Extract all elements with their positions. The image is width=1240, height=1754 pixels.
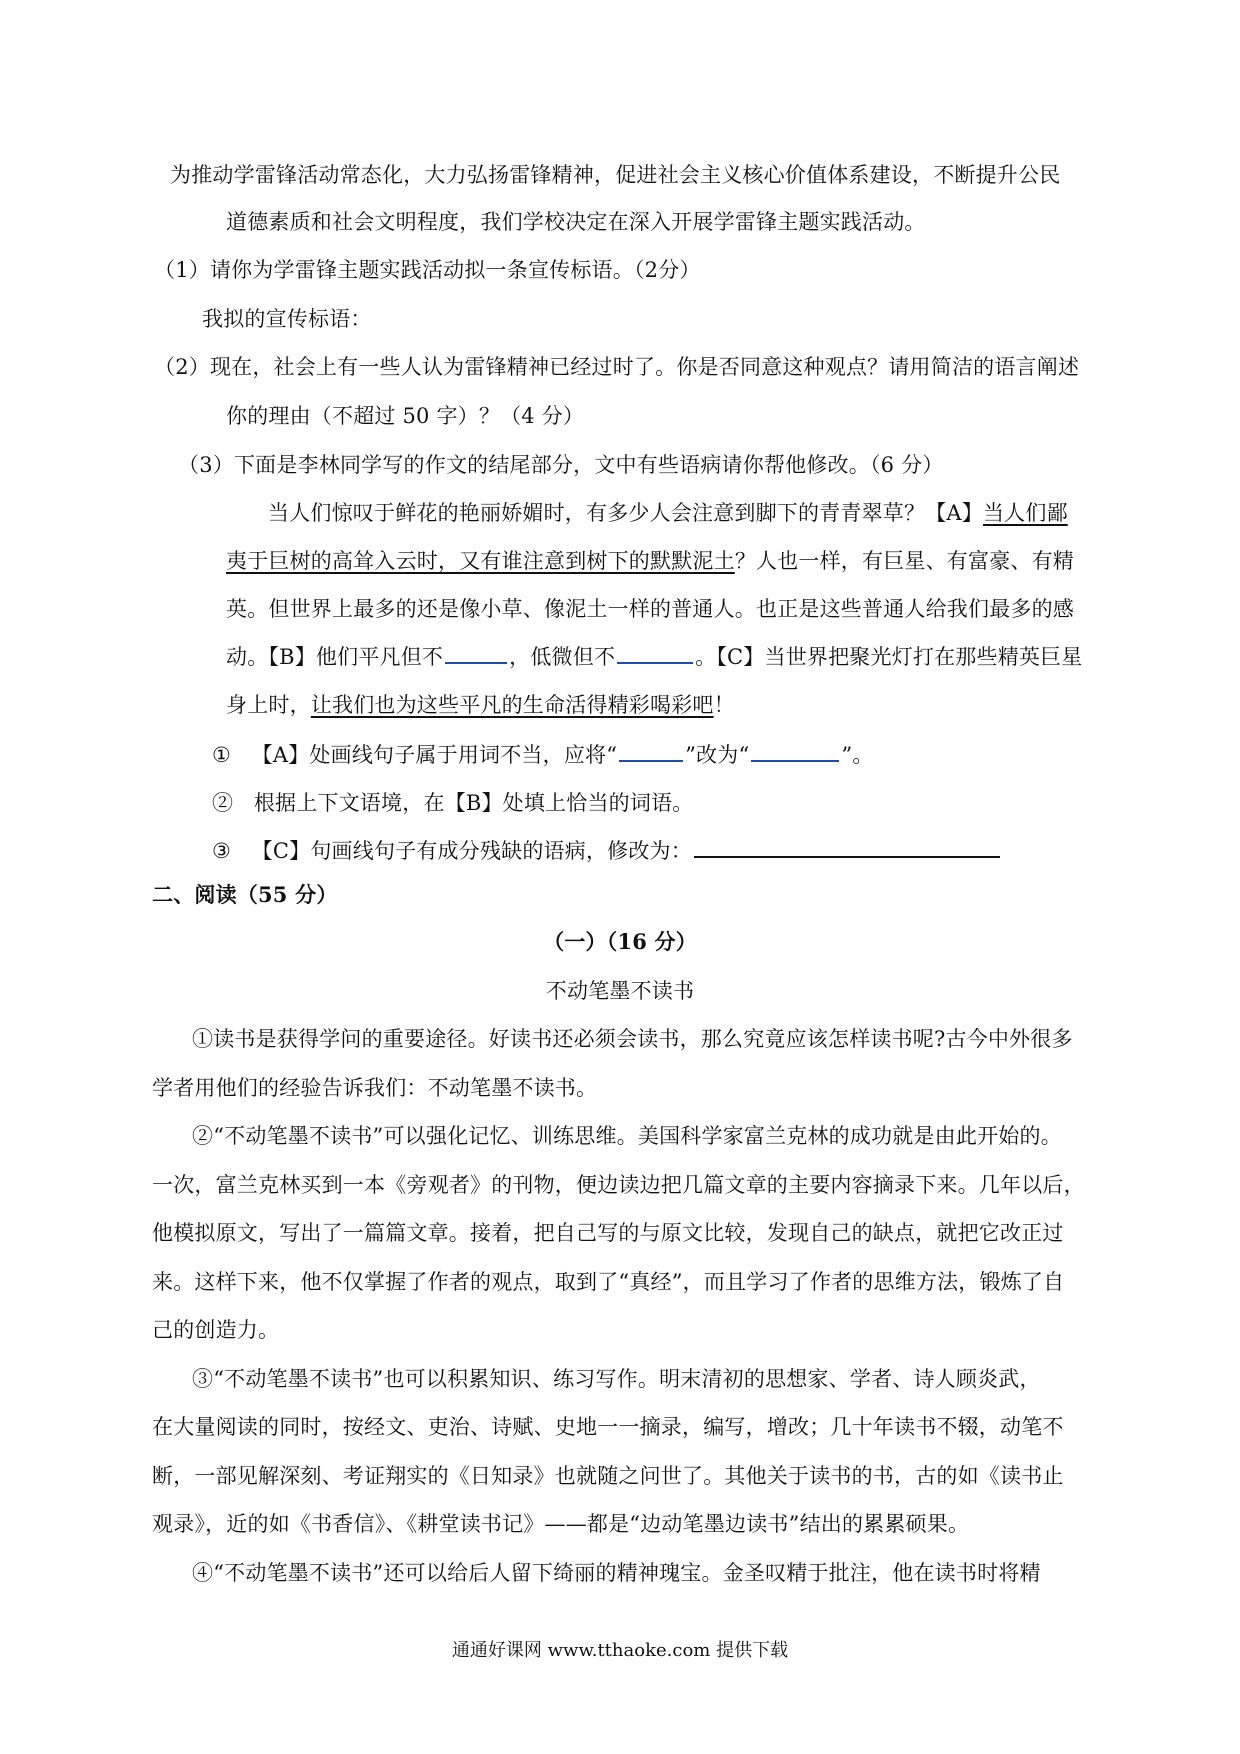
sub-question-text: 【A】处画线句子属于用词不当，应将“	[251, 743, 618, 767]
blank-c-correction[interactable]	[694, 838, 1000, 858]
sub-question-number: ③	[212, 839, 232, 863]
underlined-sentence-c: 让我们也为这些平凡的生命活得精彩喝彩吧	[310, 693, 714, 717]
passage-line-4	[226, 642, 1083, 672]
page-footer: 通通好课网 www.tthaoke.com 提供下载	[451, 1640, 789, 1661]
passage-text: ？人也一样，有巨星、有富豪、有精	[734, 549, 1075, 573]
sub-question-text: 【C】句画线句子有成分残缺的语病，修改为：	[251, 839, 692, 863]
section-heading: 二、阅读（55 分）	[152, 882, 338, 907]
paragraph-3-line-1: ③“不动笔墨不读书”也可以积累知识、练习写作。明末清初的思想家、学者、诗人顾炎武，	[192, 1367, 1041, 1391]
question-3: （3）下面是李林同学写的作文的结尾部分，文中有些语病请你帮他修改。（6 分）	[178, 453, 944, 477]
blank-b-1[interactable]	[445, 644, 507, 664]
blank-a-replacement[interactable]	[751, 742, 839, 762]
paragraph-3-line-4: 观录》，近的如《书香信》、《耕堂读书记》——都是“边动笔墨边读书”结出的累累硕果。	[152, 1512, 970, 1536]
passage-text: 身上时，	[226, 693, 311, 717]
passage-text: 。【C】当世界把聚光灯打在那些精英巨星	[695, 645, 1083, 669]
paragraph-2-line-4: 来。这样下来，他不仅掌握了作者的观点，取到了“真经”，而且学习了作者的思维方法，锻炼了自	[152, 1270, 1065, 1294]
blank-b-2[interactable]	[617, 644, 693, 664]
underlined-sentence-a: 夷于巨树的高耸入云时，又有谁注意到树下的默默泥土	[226, 549, 735, 573]
passage-text: ，低微但不	[509, 645, 616, 669]
question-1: （1）请你为学雷锋主题实践活动拟一条宣传标语。（2分）	[154, 258, 701, 282]
sub-question-3	[212, 836, 1002, 866]
paragraph-1-line-2: 学者用他们的经验告诉我们：不动笔墨不读书。	[152, 1076, 598, 1100]
paragraph-2-line-5: 己的创造力。	[152, 1318, 280, 1342]
sub-question-1	[212, 740, 874, 770]
question-2-line-2: 你的理由（不超过 50 字）？（4 分）	[226, 404, 585, 428]
passage-text: ！	[713, 693, 735, 717]
underlined-sentence-a: 当人们鄙	[982, 501, 1068, 525]
passage-text: 当人们惊叹于鲜花的艳丽娇媚时，有多少人会注意到脚下的青青翠草？【A】	[268, 501, 983, 525]
paragraph-2-line-1: ②“不动笔墨不读书”可以强化记忆、训练思维。美国科学家富兰克林的成功就是由此开始的。	[192, 1124, 1062, 1148]
paragraph-3-line-2: 在大量阅读的同时，按经文、吏治、诗赋、史地一一摘录，编写，增改；几十年读书不辍，动笔不	[152, 1415, 1064, 1439]
passage-line-2	[226, 546, 1074, 576]
passage-line-5	[226, 690, 735, 720]
question-2-line-1: （2）现在，社会上有一些人认为雷锋精神已经过时了。你是否同意这种观点？请用简洁的语言阐述	[154, 355, 1080, 379]
question-1-answer-label: 我拟的宣传标语：	[202, 307, 372, 331]
intro-line-2: 道德素质和社会文明程度，我们学校决定在深入开展学雷锋主题实践活动。	[226, 210, 926, 234]
article-title: 不动笔墨不读书	[545, 979, 695, 1003]
sub-question-2	[212, 788, 693, 818]
part-heading: （一）（16 分）	[543, 929, 697, 954]
passage-line-3: 英。但世界上最多的还是像小草、像泥土一样的普通人。也正是这些普通人给我们最多的感	[226, 597, 1074, 621]
sub-question-number: ①	[212, 743, 232, 767]
paragraph-2-line-2: 一次，富兰克林买到一本《旁观者》的刊物，便边读边把几篇文章的主要内容摘录下来。几年以后，	[152, 1173, 1085, 1197]
passage-line-1	[268, 498, 1068, 528]
sub-question-text: 根据上下文语境，在【B】处填上恰当的词语。	[253, 791, 694, 815]
paragraph-4-line-1: ④“不动笔墨不读书”还可以给后人留下绮丽的精神瑰宝。金圣叹精于批注，他在读书时将精	[192, 1561, 1041, 1585]
intro-line-1: 为推动学雷锋活动常态化，大力弘扬雷锋精神，促进社会主义核心价值体系建设，不断提升公民	[170, 163, 1061, 187]
sub-question-text: ”改为“	[685, 743, 750, 767]
paragraph-2-line-3: 他模拟原文，写出了一篇篇文章。接着，把自己写的与原文比较，发现自己的缺点，就把它改正过	[152, 1221, 1064, 1245]
passage-text: 动。【B】他们平凡但不	[226, 645, 444, 669]
paragraph-3-line-3: 断，一部见解深刻、考证翔实的《日知录》也就随之问世了。其他关于读书的书，古的如《读书止	[152, 1464, 1064, 1488]
sub-question-text: ”。	[841, 743, 874, 767]
paragraph-1-line-1: ①读书是获得学问的重要途径。好读书还必须会读书，那么究竟应该怎样读书呢?古今中外很多	[192, 1027, 1073, 1051]
sub-question-number: ②	[212, 791, 234, 815]
blank-a-original[interactable]	[619, 742, 683, 762]
